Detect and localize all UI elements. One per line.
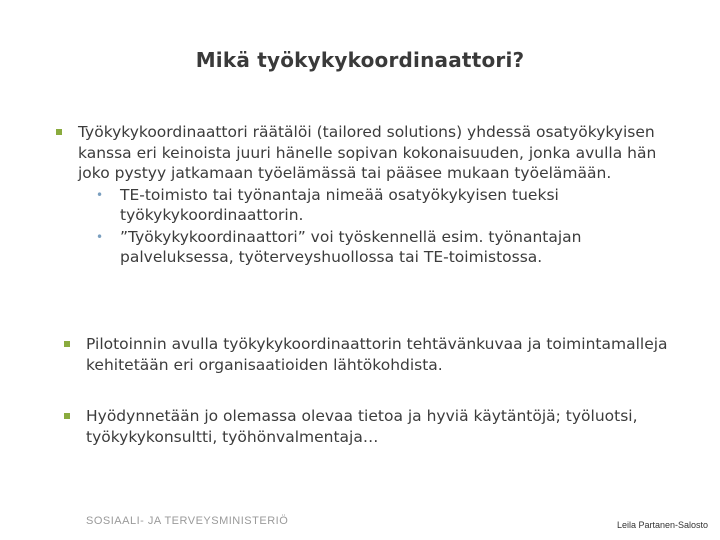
square-bullet-icon: [64, 341, 70, 347]
sub-bullet-text: TE-toimisto tai työnantaja nimeää osatyökykyisen tueksi työkykykoordinaattorin.: [120, 185, 559, 224]
dot-bullet-icon: •: [96, 187, 104, 202]
bullet-text: Hyödynnetään jo olemassa olevaa tietoa ja hyviä käytäntöjä; työluotsi, työkykykonsultti, työhönvalmentaja…: [86, 407, 638, 446]
author-name: Leila Partanen-Salosto: [616, 520, 708, 530]
bullet-text: Pilotoinnin avulla työkykykoordinaattorin tehtävänkuvaa ja toimintamalleja kehitetään eri organisaatioiden lähtökohdista.: [86, 335, 668, 374]
square-bullet-icon: [64, 413, 70, 419]
ministry-logo: SOSIAALI- JA TERVEYSMINISTERIÖ: [86, 515, 289, 527]
sub-bullet-item: [96, 227, 676, 268]
bullet-item: [56, 122, 676, 268]
bullet-item: [64, 406, 684, 447]
dot-bullet-icon: •: [96, 229, 104, 244]
square-bullet-icon: [56, 129, 62, 135]
bullet-item: [64, 334, 684, 375]
sub-bullet-item: [96, 185, 676, 226]
sub-bullet-text: ”Työkykykoordinaattori” voi työskennellä esim. työnantajan palveluksessa, työterveyshuollossa tai TE-toimistossa.: [120, 227, 582, 266]
slide-title: Mikä työkykykoordinaattori?: [195, 48, 525, 72]
bullet-text: Työkykykoordinaattori räätälöi (tailored solutions) yhdessä osatyökykyisen kanssa eri keinoista juuri hänelle sopivan kokonaisuuden, jonka avulla hän joko pystyy jatkamaan työelämässä tai pääsee mukaan työelämään.: [78, 123, 657, 182]
